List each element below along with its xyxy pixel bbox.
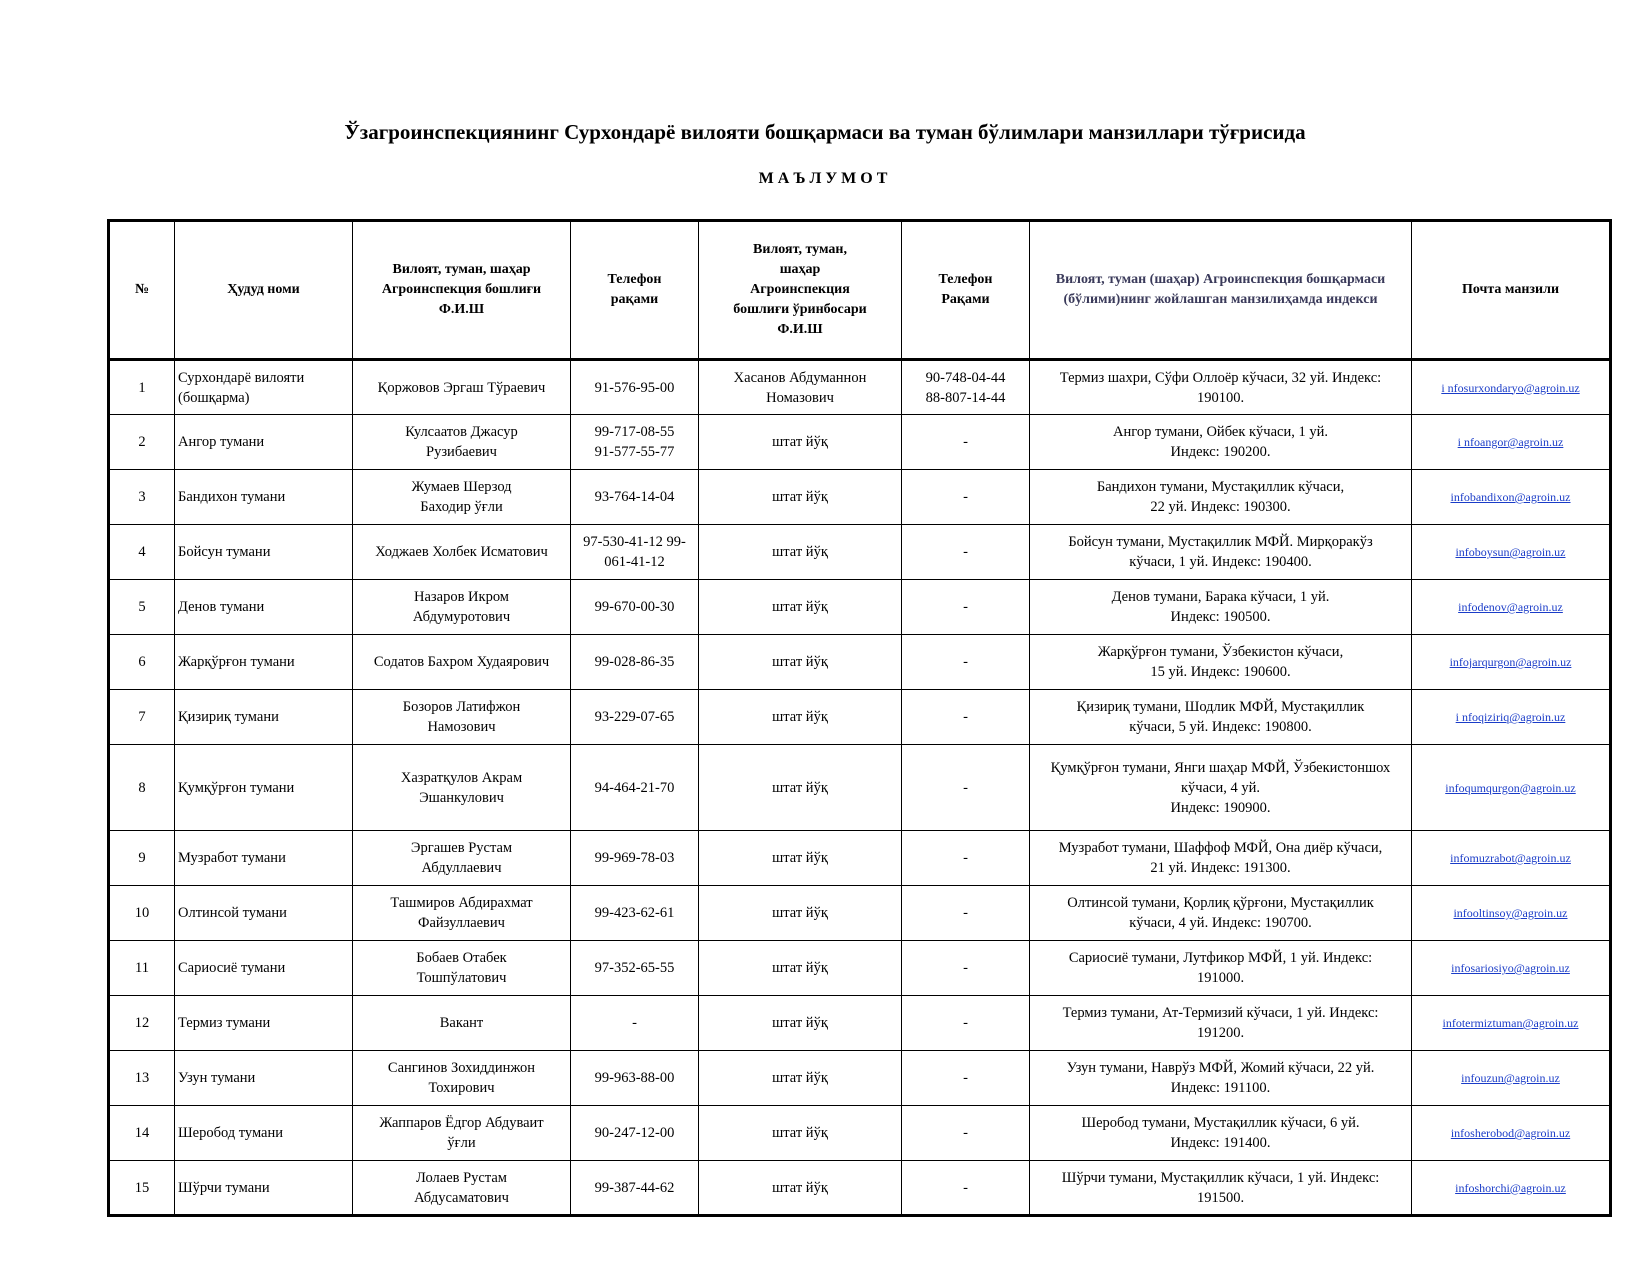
cell-phone-deputy: -: [902, 745, 1030, 831]
table-row: [109, 415, 1611, 470]
cell-head-name: Бобаев Отабек Тошпўлатович: [353, 941, 571, 996]
header-phone-deputy: Телефон Рақами: [902, 221, 1030, 360]
email-link[interactable]: infosherobod@agroin.uz: [1450, 1126, 1571, 1140]
cell-region: Сурхондарё вилояти (бошқарма): [175, 360, 353, 415]
cell-phone: 99-423-62-61: [571, 886, 699, 941]
table-header: [109, 221, 1611, 360]
cell-phone: 99-387-44-62: [571, 1161, 699, 1216]
cell-address: Сариосиё тумани, Лутфикор МФЙ, 1 уй. Индекс: 191000.: [1030, 941, 1412, 996]
cell-deputy-name: штат йўқ: [699, 1106, 902, 1161]
cell-email: [1412, 635, 1611, 690]
cell-email: [1412, 831, 1611, 886]
header-head-name: Вилоят, туман, шаҳар Агроинспекция бошлиғи Ф.И.Ш: [353, 221, 571, 360]
header-region: Ҳудуд номи: [175, 221, 353, 360]
cell-address: Шеробод тумани, Мустақиллик кўчаси, 6 уй. Индекс: 191400.: [1030, 1106, 1412, 1161]
cell-phone: 99-963-88-00: [571, 1051, 699, 1106]
cell-head-name: Сангинов Зохиддинжон Тохирович: [353, 1051, 571, 1106]
cell-number: 2: [109, 415, 175, 470]
cell-address: Шўрчи тумани, Мустақиллик кўчаси, 1 уй. Индекс: 191500.: [1030, 1161, 1412, 1216]
email-link[interactable]: i nfoqiziriq@agroin.uz: [1455, 710, 1566, 724]
cell-address: Денов тумани, Барака кўчаси, 1 уй. Индекс: 190500.: [1030, 580, 1412, 635]
cell-address: Термиз тумани, Ат-Термизий кўчаси, 1 уй. Индекс: 191200.: [1030, 996, 1412, 1051]
cell-deputy-name: штат йўқ: [699, 580, 902, 635]
cell-region: Қумқўрғон тумани: [175, 745, 353, 831]
cell-address: Жарқўрғон тумани, Ўзбекистон кўчаси, 15 уй. Индекс: 190600.: [1030, 635, 1412, 690]
cell-region: Шўрчи тумани: [175, 1161, 353, 1216]
cell-region: Олтинсой тумани: [175, 886, 353, 941]
table-row: [109, 996, 1611, 1051]
cell-email: [1412, 1106, 1611, 1161]
cell-head-name: Ходжаев Холбек Исматович: [353, 525, 571, 580]
cell-head-name: Бозоров Латифжон Намозович: [353, 690, 571, 745]
cell-number: 13: [109, 1051, 175, 1106]
cell-phone-deputy: -: [902, 1106, 1030, 1161]
cell-number: 9: [109, 831, 175, 886]
cell-region: Ангор тумани: [175, 415, 353, 470]
cell-phone-deputy: -: [902, 690, 1030, 745]
cell-head-name: Хазратқулов Акрам Эшанкулович: [353, 745, 571, 831]
cell-phone: 99-969-78-03: [571, 831, 699, 886]
table-row: [109, 525, 1611, 580]
table-row: [109, 360, 1611, 415]
cell-head-name: Жумаев Шерзод Баходир ўғли: [353, 470, 571, 525]
cell-address: Музработ тумани, Шаффоф МФЙ, Она диёр кўчаси, 21 уй. Индекс: 191300.: [1030, 831, 1412, 886]
table-row: [109, 690, 1611, 745]
table-row: [109, 1106, 1611, 1161]
cell-region: Денов тумани: [175, 580, 353, 635]
cell-number: 15: [109, 1161, 175, 1216]
cell-region: Термиз тумани: [175, 996, 353, 1051]
cell-deputy-name: Хасанов Абдуманнон Номазович: [699, 360, 902, 415]
cell-number: 3: [109, 470, 175, 525]
cell-deputy-name: штат йўқ: [699, 635, 902, 690]
cell-phone: 94-464-21-70: [571, 745, 699, 831]
cell-phone: 99-028-86-35: [571, 635, 699, 690]
cell-region: Қизириқ тумани: [175, 690, 353, 745]
cell-phone-deputy: -: [902, 831, 1030, 886]
cell-deputy-name: штат йўқ: [699, 1161, 902, 1216]
table-row: [109, 1051, 1611, 1106]
table-row: [109, 470, 1611, 525]
cell-region: Сариосиё тумани: [175, 941, 353, 996]
cell-email: [1412, 1161, 1611, 1216]
cell-number: 11: [109, 941, 175, 996]
cell-deputy-name: штат йўқ: [699, 1051, 902, 1106]
cell-email: [1412, 525, 1611, 580]
cell-phone-deputy: -: [902, 415, 1030, 470]
cell-phone: 97-530-41-12 99- 061-41-12: [571, 525, 699, 580]
cell-phone: -: [571, 996, 699, 1051]
cell-phone: 93-229-07-65: [571, 690, 699, 745]
cell-phone: 99-670-00-30: [571, 580, 699, 635]
cell-phone-deputy: -: [902, 1161, 1030, 1216]
cell-email: [1412, 941, 1611, 996]
email-link[interactable]: infotermiztuman@agroin.uz: [1442, 1016, 1579, 1030]
cell-phone-deputy: -: [902, 580, 1030, 635]
cell-phone-deputy: -: [902, 886, 1030, 941]
cell-deputy-name: штат йўқ: [699, 831, 902, 886]
cell-address: Термиз шахри, Сўфи Оллоёр кўчаси, 32 уй. Индекс: 190100.: [1030, 360, 1412, 415]
cell-number: 5: [109, 580, 175, 635]
header-number: №: [109, 221, 175, 360]
cell-head-name: Вакант: [353, 996, 571, 1051]
cell-region: Музработ тумани: [175, 831, 353, 886]
email-link[interactable]: infobandixon@agroin.uz: [1450, 490, 1571, 504]
cell-phone-deputy: -: [902, 1051, 1030, 1106]
cell-deputy-name: штат йўқ: [699, 415, 902, 470]
cell-head-name: Кулсаатов Джасур Рузибаевич: [353, 415, 571, 470]
email-link[interactable]: infomuzrabot@agroin.uz: [1450, 851, 1571, 865]
email-link[interactable]: i nfosurxondaryo@agroin.uz: [1441, 380, 1580, 395]
email-link[interactable]: infodenov@agroin.uz: [1458, 600, 1563, 614]
table-row: [109, 1161, 1611, 1216]
header-email: Почта манзили: [1412, 221, 1611, 360]
cell-region: Узун тумани: [175, 1051, 353, 1106]
table-body: [109, 360, 1611, 1216]
cell-head-name: Содатов Бахром Худаярович: [353, 635, 571, 690]
table-row: [109, 831, 1611, 886]
cell-number: 14: [109, 1106, 175, 1161]
cell-number: 7: [109, 690, 175, 745]
cell-head-name: Лолаев Рустам Абдусаматович: [353, 1161, 571, 1216]
cell-deputy-name: штат йўқ: [699, 745, 902, 831]
cell-head-name: Қоржовов Эргаш Тўраевич: [353, 360, 571, 415]
header-deputy-name: Вилоят, туман, шаҳар Агроинспекция бошлиғи ўринбосари Ф.И.Ш: [699, 221, 902, 360]
document-title: Ўзагроинспекциянинг Сурхондарё вилояти бошқармаси ва туман бўлимлари манзиллари тўғрисида: [344, 120, 1306, 144]
cell-deputy-name: штат йўқ: [699, 525, 902, 580]
cell-number: 1: [109, 360, 175, 415]
cell-email: [1412, 886, 1611, 941]
email-link[interactable]: infosariosiyo@agroin.uz: [1451, 961, 1570, 975]
email-link[interactable]: infoshorchi@agroin.uz: [1455, 1180, 1566, 1195]
email-link[interactable]: i nfoangor@agroin.uz: [1457, 435, 1564, 449]
cell-head-name: Эргашев Рустам Абдуллаевич: [353, 831, 571, 886]
cell-region: Жарқўрғон тумани: [175, 635, 353, 690]
cell-head-name: Жаппаров Ёдгор Абдуваит ўғли: [353, 1106, 571, 1161]
cell-number: 4: [109, 525, 175, 580]
cell-deputy-name: штат йўқ: [699, 941, 902, 996]
email-link[interactable]: infooltinsoy@agroin.uz: [1453, 906, 1568, 920]
email-link[interactable]: infoqumqurgon@agroin.uz: [1445, 780, 1576, 795]
cell-phone-deputy: -: [902, 635, 1030, 690]
cell-email: [1412, 580, 1611, 635]
cell-head-name: Назаров Икром Абдумуротович: [353, 580, 571, 635]
email-link[interactable]: infouzun@agroin.uz: [1461, 1071, 1560, 1085]
cell-phone-deputy: -: [902, 470, 1030, 525]
cell-region: Бандихон тумани: [175, 470, 353, 525]
cell-phone-deputy: -: [902, 941, 1030, 996]
cell-address: Бойсун тумани, Мустақиллик МФЙ. Мирқоракўз кўчаси, 1 уй. Индекс: 190400.: [1030, 525, 1412, 580]
table-row: [109, 886, 1611, 941]
cell-address: Ангор тумани, Ойбек кўчаси, 1 уй. Индекс: 190200.: [1030, 415, 1412, 470]
cell-deputy-name: штат йўқ: [699, 690, 902, 745]
offices-table: [107, 219, 1612, 1217]
cell-phone-deputy: 90-748-04-44 88-807-14-44: [902, 360, 1030, 415]
cell-head-name: Ташмиров Абдирахмат Файзуллаевич: [353, 886, 571, 941]
cell-address: Узун тумани, Наврўз МФЙ, Жомий кўчаси, 22 уй. Индекс: 191100.: [1030, 1051, 1412, 1106]
cell-region: Шеробод тумани: [175, 1106, 353, 1161]
cell-email: [1412, 1051, 1611, 1106]
cell-deputy-name: штат йўқ: [699, 886, 902, 941]
cell-email: [1412, 690, 1611, 745]
cell-deputy-name: штат йўқ: [699, 470, 902, 525]
cell-address: Бандихон тумани, Мустақиллик кўчаси, 22 уй. Индекс: 190300.: [1030, 470, 1412, 525]
cell-phone: 97-352-65-55: [571, 941, 699, 996]
cell-email: [1412, 996, 1611, 1051]
cell-email: [1412, 470, 1611, 525]
table-row: [109, 635, 1611, 690]
email-link[interactable]: infojarqurgon@agroin.uz: [1449, 655, 1572, 669]
cell-number: 8: [109, 745, 175, 831]
cell-email: [1412, 360, 1611, 415]
cell-phone: 99-717-08-55 91-577-55-77: [571, 415, 699, 470]
cell-phone-deputy: -: [902, 996, 1030, 1051]
cell-number: 10: [109, 886, 175, 941]
cell-address: Қумқўрғон тумани, Янги шаҳар МФЙ, Ўзбекистоншох кўчаси, 4 уй. Индекс: 190900.: [1030, 745, 1412, 831]
cell-region: Бойсун тумани: [175, 525, 353, 580]
table-row: [109, 745, 1611, 831]
table-row: [109, 580, 1611, 635]
cell-address: Олтинсой тумани, Қорлиқ қўрғони, Мустақиллик кўчаси, 4 уй. Индекс: 190700.: [1030, 886, 1412, 941]
cell-number: 12: [109, 996, 175, 1051]
cell-email: [1412, 415, 1611, 470]
cell-email: [1412, 745, 1611, 831]
email-link[interactable]: infoboysun@agroin.uz: [1455, 545, 1566, 559]
cell-phone: 93-764-14-04: [571, 470, 699, 525]
header-address: Вилоят, туман (шаҳар) Агроинспекция бошқармаси (бўлими)нинг жойлашган манзилиҳамда индекси: [1030, 221, 1412, 360]
cell-address: Қизириқ тумани, Шодлик МФЙ, Мустақиллик кўчаси, 5 уй. Индекс: 190800.: [1030, 690, 1412, 745]
document-subtitle: МАЪЛУМОТ: [758, 170, 892, 187]
cell-phone-deputy: -: [902, 525, 1030, 580]
cell-phone: 91-576-95-00: [571, 360, 699, 415]
header-phone: Телефон рақами: [571, 221, 699, 360]
cell-number: 6: [109, 635, 175, 690]
cell-phone: 90-247-12-00: [571, 1106, 699, 1161]
table-row: [109, 941, 1611, 996]
cell-deputy-name: штат йўқ: [699, 996, 902, 1051]
